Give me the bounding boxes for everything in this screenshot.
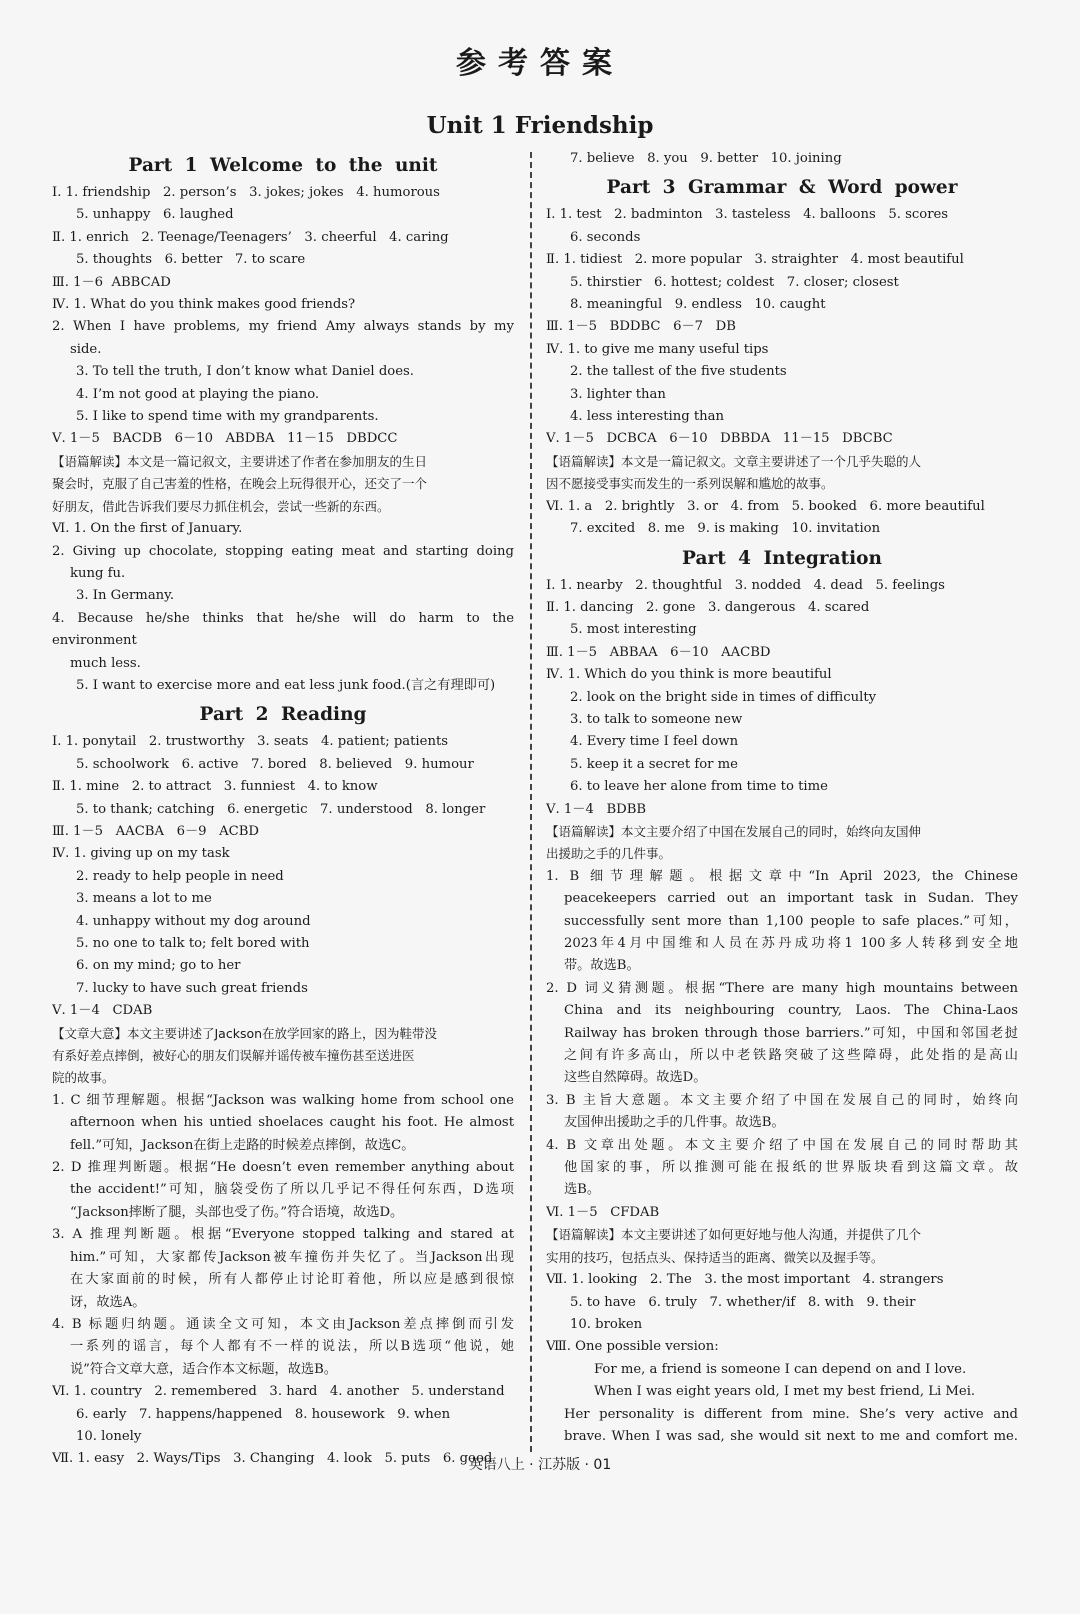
passage-summary-line: 【语篇解读】本文是一篇记叙文，主要讲述了作者在参加朋友的生日 bbox=[52, 453, 428, 469]
answer-line: 5. keep it a secret for me bbox=[570, 756, 738, 772]
passage-summary-line: 【语篇解读】本文是一篇记叙文。文章主要讲述了一个几乎失聪的人 bbox=[546, 453, 922, 469]
section-heading: Part 2 Reading bbox=[199, 704, 367, 726]
answer-line: Ⅵ. 1. country 2. remembered 3. hard 4. another 5. understand bbox=[52, 1384, 505, 1400]
explanation-line: brave. When I was sad, she would sit next to me and comfort me. bbox=[564, 1428, 1018, 1444]
answer-line: Ⅰ. 1. friendship 2. person’s 3. jokes; jokes 4. humorous bbox=[52, 185, 440, 200]
answer-line: 8. meaningful 9. endless 10. caught bbox=[570, 297, 826, 313]
passage-summary-line: 有系好差点摔倒，被好心的朋友们误解并谣传被车撞伤甚至送进医 bbox=[52, 1048, 415, 1064]
page-footer: 英语八上 · 江苏版 · 01 bbox=[468, 1457, 612, 1473]
explanation-line: 友国伸出援助之手的几件事。故选B。 bbox=[564, 1115, 785, 1131]
answer-line: 5. thirstier 6. hottest; coldest 7. closer; closest bbox=[570, 274, 899, 290]
answer-line: 6. on my mind; go to her bbox=[76, 958, 241, 974]
answer-line: Ⅰ. 1. test 2. badminton 3. tasteless 4. balloons 5. scores bbox=[546, 207, 949, 223]
answer-line: Ⅱ. 1. enrich 2. Teenage/Teenagers’ 3. cheerful 4. caring bbox=[52, 229, 449, 245]
answer-line: Ⅰ. 1. nearby 2. thoughtful 3. nodded 4. dead 5. feelings bbox=[546, 577, 945, 593]
answer-line: Ⅱ. 1. mine 2. to attract 3. funniest 4. to know bbox=[52, 779, 378, 795]
answer-line: 6. early 7. happens/happened 8. housework 9. when bbox=[76, 1406, 451, 1422]
explanation-line: him.”可知，大家都传Jackson被车撞伤并失忆了。当Jackson出现 bbox=[70, 1249, 514, 1265]
section-heading: Part 4 Integration bbox=[682, 547, 882, 569]
passage-summary-line: 实用的技巧，包括点头、保持适当的距离、微笑以及握手等。 bbox=[546, 1249, 884, 1265]
right-column bbox=[546, 148, 1018, 1448]
explanation-line: 他国家的事，所以推测可能在报纸的世界版块看到这篇文章。故 bbox=[564, 1160, 1018, 1176]
answer-line: Ⅲ. 1－5 BDDBC 6－7 DB bbox=[546, 319, 736, 335]
answer-line: Ⅵ. 1－5 CFDAB bbox=[546, 1204, 660, 1220]
explanation-line: Railway has broken through those barriers.”可知，中国和邻国老挝 bbox=[564, 1025, 1018, 1041]
passage-summary-line: 出援助之手的几件事。 bbox=[546, 846, 672, 862]
explanation-line: successfully sent more than 1,100 people to safe places.”可知， bbox=[564, 913, 1018, 929]
explanation-line: 4. B 文章出处题。本文主要介绍了中国在发展自己的同时帮助其 bbox=[546, 1137, 1018, 1153]
answer-line: 10. lonely bbox=[76, 1428, 142, 1444]
explanation-line: the accident!”可知，脑袋受伤了所以几乎记不得任何东西，D选项 bbox=[70, 1182, 514, 1198]
answer-line: side. bbox=[70, 341, 102, 357]
explanation-line: 2. Giving up chocolate, stopping eating meat and starting doing bbox=[52, 543, 514, 559]
answer-line: 5. to thank; catching 6. energetic 7. understood 8. longer bbox=[76, 801, 486, 817]
explanation-line: 1. C 细节理解题。根据“Jackson was walking home from school one bbox=[52, 1092, 514, 1108]
answer-line: Ⅶ. 1. easy 2. Ways/Tips 3. Changing 4. look 5. puts 6. good bbox=[52, 1451, 493, 1467]
section-heading: Part 1 Welcome to the unit bbox=[128, 155, 438, 176]
answer-line: Ⅲ. 1－5 ABBAA 6－10 AACBD bbox=[546, 644, 771, 660]
answer-line: 4. less interesting than bbox=[570, 409, 725, 425]
explanation-line: 选B。 bbox=[564, 1182, 601, 1198]
answer-line: Ⅴ. 1－4 BDBB bbox=[546, 801, 647, 817]
answer-line: Ⅴ. 1－4 CDAB bbox=[52, 1003, 153, 1019]
answer-line: 5. I like to spend time with my grandparents. bbox=[76, 409, 379, 425]
explanation-line: 说”符合文章大意，适合作本文标题，故选B。 bbox=[70, 1361, 337, 1377]
answer-line: 4. Every time I feel down bbox=[570, 734, 739, 750]
explanation-line: 4. B 标题归纳题。通读全文可知，本文由Jackson差点摔倒而引发 bbox=[52, 1316, 514, 1332]
answer-line: 7. excited 8. me 9. is making 10. invitation bbox=[570, 521, 881, 537]
answer-line: 6. to leave her alone from time to time bbox=[570, 779, 828, 795]
explanation-line: China and its neighbouring country, Laos. The China-Laos bbox=[564, 1003, 1018, 1019]
left-column bbox=[52, 148, 514, 1471]
answer-line: 7. believe 8. you 9. better 10. joining bbox=[570, 151, 842, 166]
answer-line: Ⅰ. 1. ponytail 2. trustworthy 3. seats 4. patient; patients bbox=[52, 734, 449, 750]
explanation-line: 1. B 细节理解题。根据文章中“In April 2023, the Chinese bbox=[546, 868, 1018, 884]
section-heading: Part 3 Grammar & Word power bbox=[606, 177, 958, 199]
answer-line: 4. I’m not good at playing the piano. bbox=[76, 386, 320, 402]
explanation-line: 2. D 推理判断题。根据“He doesn’t even remember anything about bbox=[52, 1160, 514, 1176]
essay-line: When I was eight years old, I met my best friend, Li Mei. bbox=[594, 1384, 976, 1400]
answer-line: 5. I want to exercise more and eat less junk food.(言之有理即可) bbox=[76, 677, 496, 693]
answer-line: Ⅲ. 1－5 AACBA 6－9 ACBD bbox=[52, 823, 259, 839]
explanation-line: 一系列的谣言，每个人都有不一样的说法，所以B选项“他说，她 bbox=[70, 1339, 514, 1355]
answer-line: 7. lucky to have such great friends bbox=[76, 980, 308, 996]
unit-title: Unit 1 Friendship bbox=[426, 112, 654, 139]
answer-line: Ⅴ. 1－5 DCBCA 6－10 DBBDA 11－15 DBCBC bbox=[546, 431, 893, 447]
answer-line: Ⅷ. One possible version: bbox=[546, 1339, 719, 1355]
explanation-line: 这些自然障碍。故选D。 bbox=[564, 1070, 707, 1086]
answer-line: 6. seconds bbox=[570, 229, 641, 245]
answer-line: Ⅳ. 1. What do you think makes good friends? bbox=[52, 297, 356, 313]
answer-line: 3. To tell the truth, I don’t know what Daniel does. bbox=[76, 364, 414, 380]
passage-summary-line: 【文章大意】本文主要讲述了Jackson在放学回家的路上，因为鞋带没 bbox=[52, 1025, 438, 1041]
explanation-line: 4. Because he/she thinks that he/she will do harm to the environment bbox=[52, 610, 514, 649]
answer-line: Ⅲ. 1－6 ABBCAD bbox=[52, 274, 171, 290]
passage-summary-line: 好朋友，借此告诉我们要尽力抓住机会，尝试一些新的东西。 bbox=[52, 498, 390, 514]
passage-summary-line: 聚会时，克服了自己害羞的性格，在晚会上玩得很开心，还交了一个 bbox=[52, 476, 428, 492]
answer-line: 5. no one to talk to; felt bored with bbox=[76, 936, 310, 951]
answer-line: 3. lighter than bbox=[570, 386, 666, 402]
explanation-line: 在大家面前的时候，所有人都停止讨论盯着他，所以应是感到很惊 bbox=[70, 1272, 514, 1288]
explanation-line: 3. A 推理判断题。根据“Everyone stopped talking and stared at bbox=[52, 1227, 514, 1243]
explanation-line: peacekeepers carried out an important task in Sudan. They bbox=[564, 891, 1018, 907]
answer-line: Ⅳ. 1. to give me many useful tips bbox=[546, 341, 769, 357]
explanation-line: 2. When I have problems, my friend Amy always stands by my bbox=[52, 319, 514, 335]
page-title: 参考答案 bbox=[456, 46, 624, 81]
answer-line: 4. unhappy without my dog around bbox=[76, 913, 311, 929]
passage-summary-line: 院的故事。 bbox=[52, 1070, 115, 1086]
answer-line: Ⅵ. 1. a 2. brightly 3. or 4. from 5. booked 6. more beautiful bbox=[546, 498, 985, 514]
answer-line: 3. means a lot to me bbox=[76, 891, 212, 907]
explanation-line: 3. B 主旨大意题。本文主要介绍了中国在发展自己的同时，始终向 bbox=[546, 1092, 1018, 1108]
answer-line: kung fu. bbox=[70, 565, 126, 581]
answer-line: Ⅱ. 1. tidiest 2. more popular 3. straighter 4. most beautiful bbox=[546, 252, 964, 268]
explanation-line: “Jackson摔断了腿，头部也受了伤。”符合语境，故选D。 bbox=[70, 1204, 404, 1220]
passage-summary-line: 【语篇解读】本文主要讲述了如何更好地与他人沟通，并提供了几个 bbox=[546, 1227, 922, 1243]
answer-line: Ⅳ. 1. giving up on my task bbox=[52, 846, 230, 862]
answer-line: 3. to talk to someone new bbox=[570, 711, 743, 727]
explanation-line: 讶，故选A。 bbox=[70, 1294, 146, 1310]
essay-line: For me, a friend is someone I can depend on and I love. bbox=[594, 1361, 967, 1377]
answer-line: much less. bbox=[70, 655, 141, 671]
answer-line: Ⅳ. 1. Which do you think is more beautiful bbox=[546, 667, 832, 683]
explanation-line: fell.”可知，Jackson在街上走路的时候差点摔倒，故选C。 bbox=[70, 1137, 415, 1153]
answer-line: 5. most interesting bbox=[570, 622, 697, 638]
answer-line: Ⅱ. 1. dancing 2. gone 3. dangerous 4. scared bbox=[546, 599, 870, 615]
passage-summary-line: 【语篇解读】本文主要介绍了中国在发展自己的同时，始终向友国伸 bbox=[546, 823, 922, 839]
answer-line: 5. unhappy 6. laughed bbox=[76, 207, 234, 223]
explanation-line: afternoon when his untied shoelaces caught his foot. He almost bbox=[70, 1115, 514, 1131]
answer-line: 3. In Germany. bbox=[76, 588, 175, 604]
answer-line: 10. broken bbox=[570, 1316, 643, 1332]
explanation-line: 之间有许多高山，所以中老铁路突破了这些障碍，此处指的是高山 bbox=[564, 1048, 1018, 1064]
answer-line: 5. schoolwork 6. active 7. bored 8. believed 9. humour bbox=[76, 756, 474, 772]
passage-summary-line: 因不愿接受事实而发生的一系列误解和尴尬的故事。 bbox=[546, 476, 834, 492]
answer-line: Ⅴ. 1－5 BACDB 6－10 ABDBA 11－15 DBDCC bbox=[52, 431, 398, 447]
answer-line: 2. look on the bright side in times of difficulty bbox=[570, 689, 877, 705]
explanation-line: 2. D 词义猜测题。根据“There are many high mountains between bbox=[546, 980, 1018, 996]
answer-line: Ⅶ. 1. looking 2. The 3. the most important 4. strangers bbox=[546, 1272, 944, 1288]
explanation-line: Her personality is different from mine. She’s very active and bbox=[564, 1406, 1018, 1422]
answer-line: 5. to have 6. truly 7. whether/if 8. with 9. their bbox=[570, 1294, 916, 1310]
column-divider bbox=[530, 152, 532, 1452]
explanation-line: 带。故选B。 bbox=[564, 958, 640, 974]
answer-line: 2. the tallest of the five students bbox=[570, 364, 787, 380]
answer-line: 5. thoughts 6. better 7. to scare bbox=[76, 252, 306, 268]
answer-line: 2. ready to help people in need bbox=[76, 868, 284, 884]
answer-line: Ⅵ. 1. On the first of January. bbox=[52, 521, 243, 537]
explanation-line: 2023年4月中国维和人员在苏丹成功将1 100多人转移到安全地 bbox=[564, 936, 1018, 951]
